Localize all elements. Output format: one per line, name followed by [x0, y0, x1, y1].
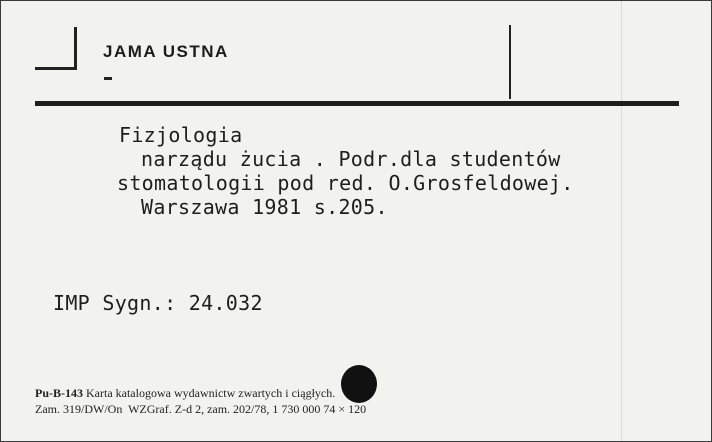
footer-line-1: [35, 386, 335, 401]
entry-line-2: narządu żucia . Podr.dla studentów: [141, 147, 561, 171]
footer-line-2: Zam. 319/DW/On WZGraf. Z-d 2, zam. 202/78, 1 730 000 74 × 120: [35, 402, 367, 416]
call-number: IMP Sygn.: 24.032: [53, 291, 263, 315]
corner-mark-vertical: [74, 27, 77, 69]
subject-heading: JAMA USTNA: [103, 42, 229, 61]
corner-mark-horizontal: [35, 67, 77, 70]
punch-hole: [341, 365, 377, 403]
form-code: Pu-B-143: [35, 386, 83, 400]
entry-title: Fizjologia: [119, 123, 243, 147]
entry-line-4: Warszawa 1981 s.205.: [141, 195, 388, 219]
heading-dash: [104, 77, 112, 80]
entry-line-3: stomatologii pod red. O.Grosfeldowej.: [117, 171, 574, 195]
faint-vertical-line: [621, 1, 622, 441]
form-description: Karta katalogowa wydawnictw zwartych i ciągłych.: [86, 386, 336, 400]
header-rule: [35, 101, 679, 106]
header-divider-vertical: [509, 25, 511, 99]
